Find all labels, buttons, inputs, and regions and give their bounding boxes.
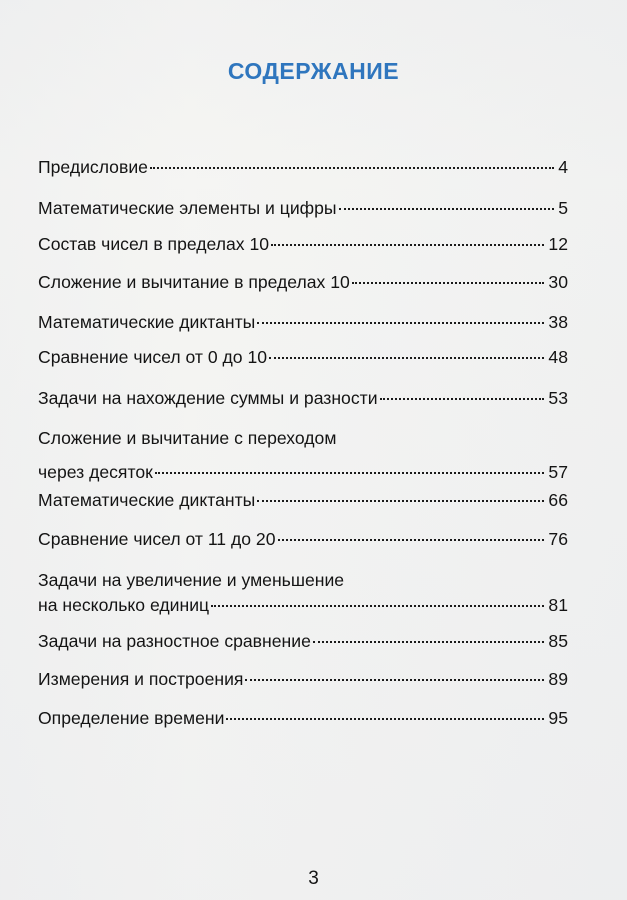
page-number: 3 <box>308 868 319 889</box>
toc-entry-label-line1: Сложение и вычитание с переходом <box>38 428 337 448</box>
toc-entry <box>38 232 568 257</box>
toc-entry <box>38 527 568 552</box>
toc-leader-dots <box>339 208 555 210</box>
toc-entry-page: 76 <box>548 529 568 549</box>
toc-entry-label: Математические элементы и цифры <box>38 198 337 218</box>
toc-entry-page: 95 <box>548 708 568 728</box>
toc-entry-label: Задачи на разностное сравнение <box>38 631 311 651</box>
toc-leader-dots <box>155 472 545 474</box>
toc-entry-label: Сложение и вычитание в пределах 10 <box>38 272 350 292</box>
toc-entry-page: 53 <box>548 388 568 408</box>
toc-entry <box>38 386 568 411</box>
toc-entry-page: 5 <box>558 198 568 218</box>
toc-entry <box>38 488 568 513</box>
toc-entry-page: 30 <box>548 272 568 292</box>
toc-entry-page: 81 <box>548 595 568 615</box>
toc-entry-label: Предисловие <box>38 157 148 177</box>
toc-entry-page: 57 <box>548 462 568 482</box>
toc-entry-page: 85 <box>548 631 568 651</box>
toc-entry-page: 48 <box>548 347 568 367</box>
toc-entry-label: Определение времени <box>38 708 225 728</box>
toc-entry <box>38 629 568 654</box>
toc-leader-dots <box>352 282 545 284</box>
toc-entry-label-line1: Задачи на увеличение и уменьшение <box>38 570 345 590</box>
toc-entry-label: на несколько единиц <box>38 595 210 615</box>
toc-entry-page: 12 <box>548 234 568 254</box>
toc-entry <box>38 270 568 295</box>
toc-entry-label: Задачи на нахождение суммы и разности <box>38 388 378 408</box>
toc-entry-page: 89 <box>548 669 568 689</box>
page-title: СОДЕРЖАНИЕ <box>227 58 400 84</box>
toc-leader-dots <box>278 539 545 541</box>
toc-leader-dots <box>269 357 544 359</box>
toc-entry-label: Математические диктанты <box>38 490 256 510</box>
toc-entry-label: Сравнение чисел от 11 до 20 <box>38 529 276 549</box>
toc-entry-label: Математические диктанты <box>38 312 256 332</box>
toc-entry <box>38 706 568 731</box>
toc-entry-label: Состав чисел в пределах 10 <box>38 234 270 254</box>
toc-entry <box>38 155 568 180</box>
toc-entry <box>38 568 568 618</box>
toc-entry-page: 66 <box>548 490 568 510</box>
toc-entry <box>38 426 568 485</box>
toc-leader-dots <box>226 718 544 720</box>
toc-leader-dots <box>150 167 554 169</box>
toc-leader-dots <box>257 322 544 324</box>
toc-entry-page: 38 <box>548 312 568 332</box>
toc-leader-dots <box>211 605 544 607</box>
toc-entry <box>38 196 568 221</box>
toc-entry-label: Измерения и построения <box>38 669 244 689</box>
toc-leader-dots <box>380 398 545 400</box>
toc-leader-dots <box>271 244 544 246</box>
toc-entry-page: 4 <box>558 157 568 177</box>
toc-leader-dots <box>313 641 545 643</box>
toc-entry-label: Сравнение чисел от 0 до 10 <box>38 347 268 367</box>
toc-leader-dots <box>257 500 544 502</box>
toc-entry <box>38 667 568 692</box>
toc-entry <box>38 310 568 335</box>
toc-leader-dots <box>245 679 544 681</box>
toc-entry <box>38 345 568 370</box>
toc-entry-label: через десяток <box>38 462 153 482</box>
